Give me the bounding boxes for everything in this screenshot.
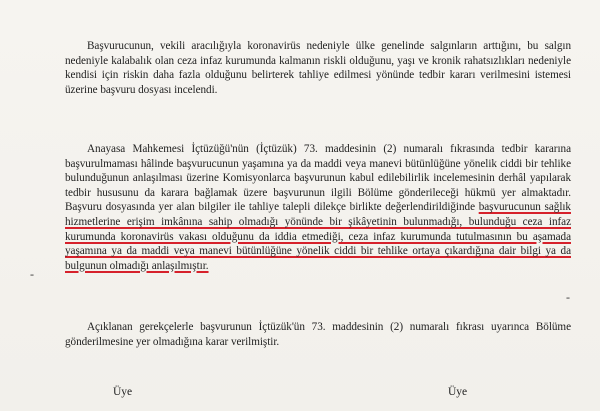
paragraph-text: Açıklanan gerekçelerle başvurunun İçtüzük'ün 73. maddesinin (2) numaralı fıkrası uyarınca Bölüme gönderilmesine yer olmadığına karar verilmiştir. bbox=[65, 321, 571, 348]
paragraph-bylaw-assessment bbox=[65, 142, 571, 273]
paragraph-text: Anayasa Mahkemesi İçtüzüğü'nün (İçtüzük) 73. maddesinin (2) numaralı fıkrasında tedbir kararına başvurulmaması hâlinde başvurucunun yaşamına ya da maddi veya manevi bütünlüğüne yönelik ciddi bir tehlike bulunduğunun anlaşılması üzerine Komisyonlarca başvurunun kabul edilebilirlik incelemesinin derhâl yapılarak tedbir hususunu da karara bağlamak üzere başvurunun ilgili Bölüme gönderileceği hükmü yer almaktadır. Başvuru dosyasında yer alan bilgiler ile tahliye talepli dilekçe birlikte değerlendirildiğinde bbox=[65, 143, 571, 214]
signature-member-left: Üye bbox=[113, 386, 133, 398]
paragraph-decision bbox=[65, 320, 571, 349]
highlighted-finding: başvurucunun sağlık hizmetlerine erişim imkânına sahip olmadığı yönünde bir şikâyetinin bulunmadığı, bulunduğu ceza infaz kurumunda koronavirüs vakası olduğunu da iddia etmediği, ceza infaz kurumunda tutulmasının bu aşamada yaşamına ya da maddi veya manevi bütünlüğüne yönelik ciddi bir tehlike ortaya çıkardığına dair bilgi ya da bulgunun olmadığı anlaşılmıştır. bbox=[65, 201, 571, 272]
paragraph-applicant-request bbox=[65, 39, 571, 97]
paragraph-text: Başvurucunun, vekili aracılığıyla koronavirüs nedeniyle ülke genelinde salgınların arttığını, bu salgın nedeniyle kalabalık olan ceza infaz kurumunda kalmanın riskli olduğunu, yaşı ve kronik rahatsızlıkları nedeniyle kendisi için riskin daha fazla olduğunu belirterek tahliye edilmesi yönünde tedbir kararı verilmesini istemesi üzerine başvuru dosyası incelendi. bbox=[65, 40, 571, 96]
margin-mark-right: - bbox=[566, 290, 570, 304]
signature-member-right: Üye bbox=[448, 386, 468, 398]
margin-mark-left: - bbox=[30, 267, 34, 281]
